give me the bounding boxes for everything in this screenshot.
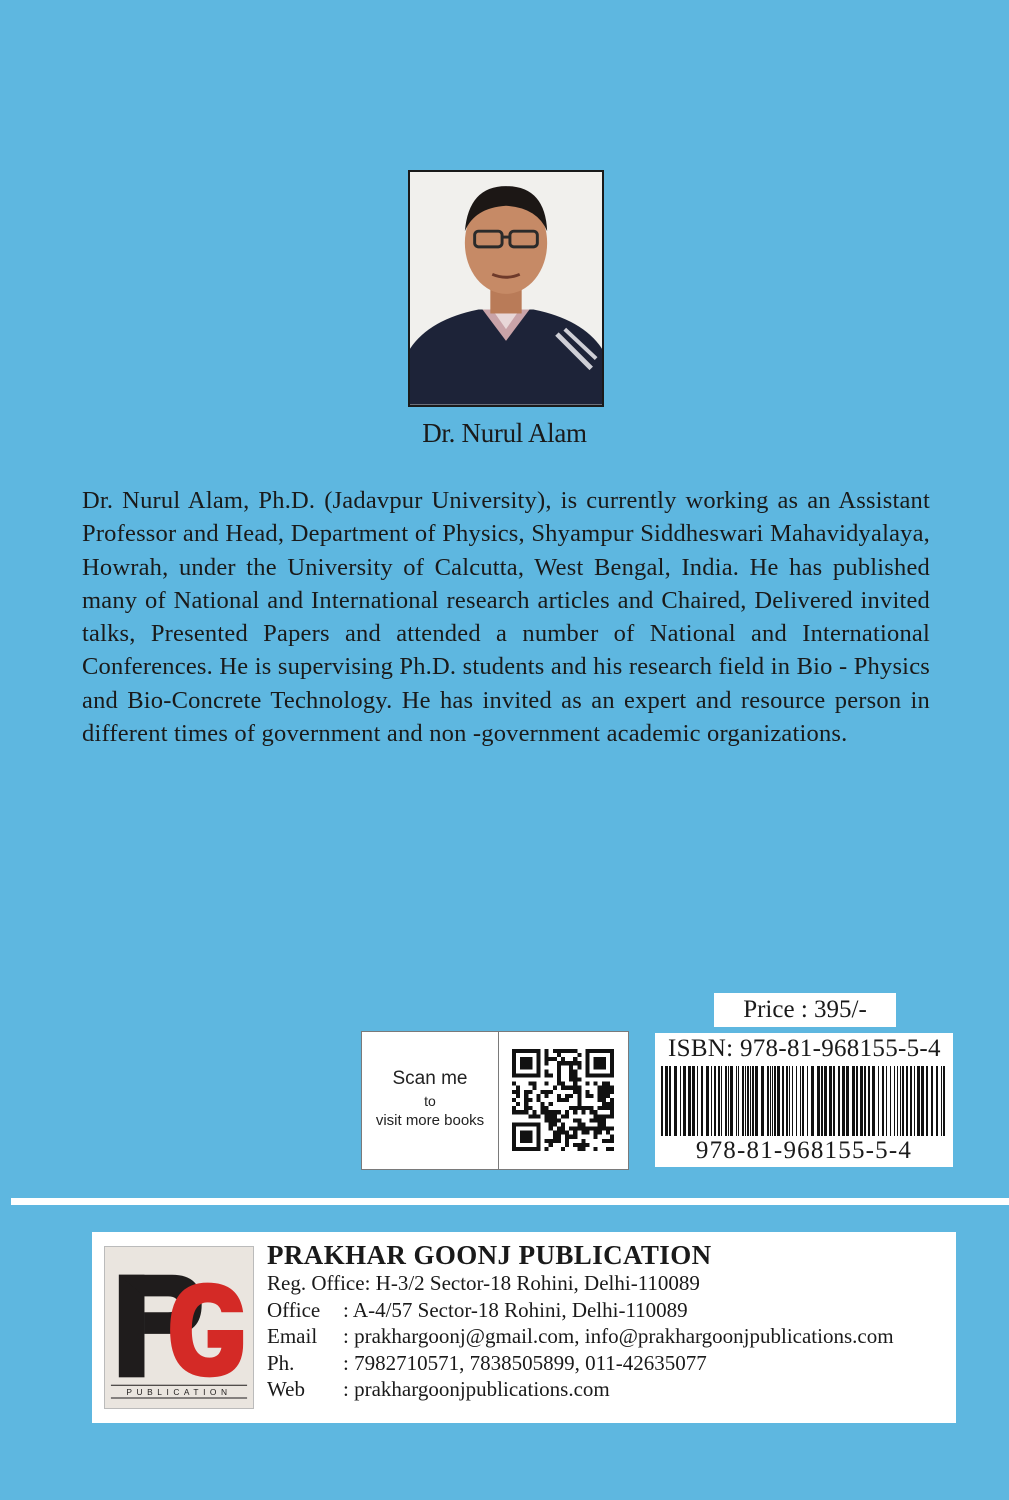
web-row [267, 1376, 894, 1403]
qr-to-label: to [424, 1093, 436, 1109]
pg-logo-icon [105, 1247, 253, 1408]
publisher-info [267, 1240, 894, 1403]
office-label: Office [267, 1297, 321, 1322]
isbn-panel [655, 1033, 953, 1167]
logo-caption: PUBLICATION [126, 1387, 232, 1398]
footer-divider [11, 1198, 1009, 1205]
price-label: Price : 395/- [714, 993, 896, 1027]
author-bio: Dr. Nurul Alam, Ph.D. (Jadavpur University), is currently working as an Assistant Professor and Head, Department of Physics, Shyampur Siddheswari Mahavidyalaya, Howrah, under the University of Calcutta, West Bengal, India. He has published many of National and International research articles and Chaired, Delivered invited talks, Presented Papers and attended a number of National and International Conferences. He is supervising Ph.D. students and his research field in Bio - Physics and Bio-Concrete Technology. He has invited as an expert and resource person in different times of government and non -government academic organizations. [82, 487, 930, 748]
publisher-name: PRAKHAR GOONJ PUBLICATION [267, 1240, 712, 1270]
email-value[interactable]: : prakhargoonj@gmail.com, info@prakhargoonjpublications.com [343, 1324, 894, 1348]
qr-panel[interactable] [361, 1031, 629, 1170]
barcode-icon [657, 1066, 951, 1136]
author-portrait-image [410, 172, 602, 405]
qr-divider [498, 1032, 499, 1169]
qr-code-icon[interactable] [512, 1046, 614, 1154]
office-value: : A-4/57 Sector-18 Rohini, Delhi-110089 [343, 1297, 688, 1322]
author-photo [408, 170, 604, 407]
email-label: Email [267, 1324, 318, 1348]
phone-label: Ph. [267, 1350, 295, 1375]
phone-value: : 7982710571, 7838505899, 011-42635077 [343, 1350, 707, 1375]
qr-caption [362, 1032, 498, 1169]
web-value[interactable]: : prakhargoonjpublications.com [343, 1377, 610, 1401]
publisher-panel [92, 1232, 956, 1423]
phone-row [267, 1350, 894, 1377]
qr-visit-label: visit more books [375, 1112, 485, 1129]
publisher-logo [104, 1246, 254, 1409]
web-label: Web [267, 1377, 305, 1401]
reg-office: Reg. Office: H-3/2 Sector-18 Rohini, Delhi-110089 [267, 1271, 700, 1295]
office-row [267, 1297, 894, 1324]
author-name: Dr. Nurul Alam [422, 418, 587, 448]
qr-scan-label: Scan me [392, 1068, 468, 1089]
isbn-number: 978-81-968155-5-4 [695, 1137, 913, 1164]
email-row [267, 1323, 894, 1350]
isbn-label: ISBN: 978-81-968155-5-4 [668, 1035, 941, 1062]
